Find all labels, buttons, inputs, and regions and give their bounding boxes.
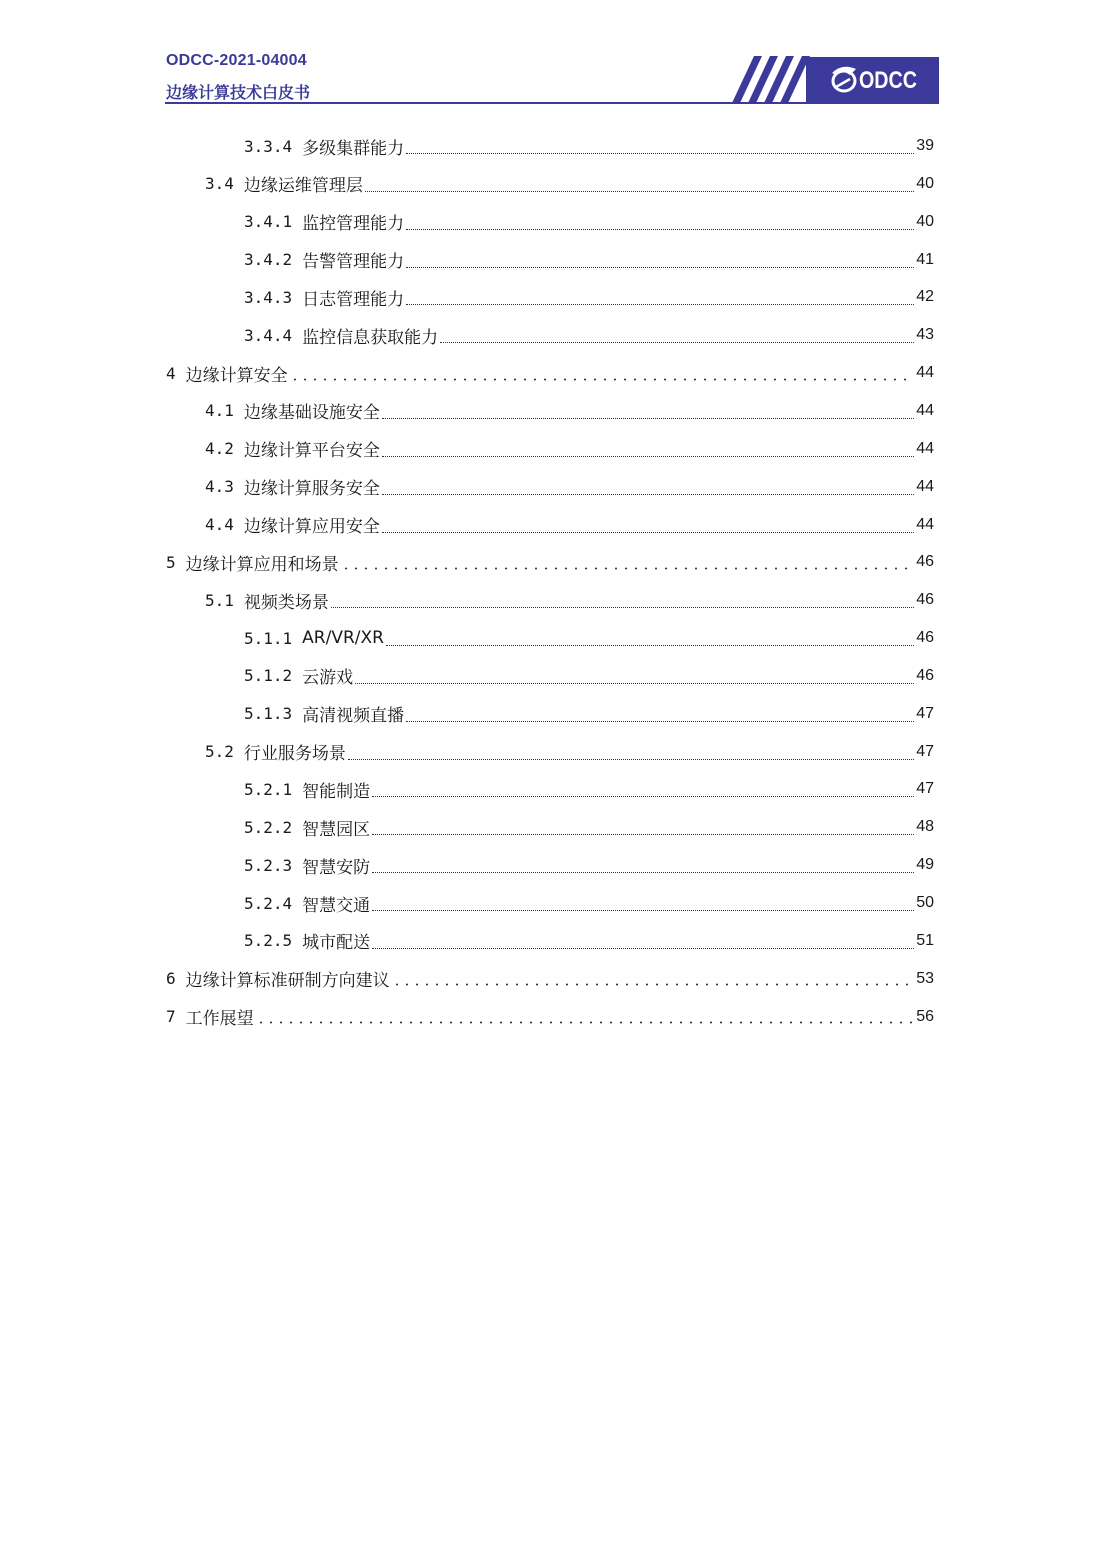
toc-entry-page-number: 48	[916, 818, 934, 836]
toc-entry-number: 5.2.1	[244, 779, 293, 799]
toc-entry-title: 智慧交通	[302, 895, 371, 916]
toc-entry-title: 行业服务场景	[243, 744, 346, 765]
toc-entry-number: 3.3.4	[244, 136, 293, 156]
toc-entry-title: 告警管理能力	[302, 252, 405, 273]
toc-entry-page-number: 41	[916, 250, 934, 268]
toc-dot-leader	[372, 833, 914, 835]
toc-entry-title: 边缘基础设施安全	[243, 403, 380, 424]
toc-entry[interactable]	[244, 884, 934, 922]
toc-entry[interactable]	[244, 695, 934, 733]
toc-entry-page-number: 39	[916, 137, 934, 154]
toc-dot-leader	[372, 947, 914, 949]
document-code: ODCC-2021-04004	[166, 52, 307, 69]
toc-entry-title: 多级集群能力	[302, 138, 405, 159]
toc-dot-leader	[331, 606, 914, 608]
toc-entry-page-number: 40	[916, 174, 934, 192]
toc-entry-number: 5.1.3	[244, 704, 293, 724]
toc-entry-page-number: 46	[916, 666, 934, 684]
toc-entry-page-number: 43	[916, 326, 934, 344]
toc-entry-number: 5.1.1	[244, 628, 293, 648]
toc-entry-number: 6	[166, 969, 176, 989]
toc-dot-leader	[341, 567, 915, 570]
toc-dot-leader	[406, 228, 914, 230]
toc-entry-page-number: 49	[916, 856, 934, 874]
toc-entry-page-number: 44	[916, 477, 934, 495]
toc-entry[interactable]	[205, 581, 934, 619]
toc-entry-page-number: 51	[916, 931, 934, 949]
toc-dot-leader	[355, 682, 914, 684]
toc-entry-page-number: 47	[916, 704, 934, 722]
toc-dot-leader	[348, 758, 914, 760]
toc-entry-number: 4.3	[205, 477, 234, 497]
toc-dot-leader	[382, 493, 914, 495]
toc-entry-page-number: 44	[916, 515, 934, 533]
toc-entry-number: 4	[166, 363, 176, 383]
toc-entry-number: 5	[166, 552, 176, 572]
toc-entry-title: 边缘计算标准研制方向建议	[185, 971, 390, 992]
toc-entry-title: 云游戏	[302, 668, 354, 689]
toc-entry-page-number: 46	[916, 629, 934, 647]
toc-entry-title: 工作展望	[185, 1009, 254, 1030]
toc-entry[interactable]	[244, 846, 934, 884]
toc-entry-number: 5.2	[205, 742, 234, 762]
toc-entry-title: 日志管理能力	[302, 289, 405, 310]
toc-entry-number: 5.1	[205, 590, 234, 610]
toc-entry-title: 智慧园区	[302, 819, 371, 840]
toc-entry-page-number: 46	[916, 553, 934, 571]
toc-entry[interactable]	[244, 922, 934, 960]
toc-entry[interactable]	[244, 316, 934, 354]
toc-entry-number: 4.1	[205, 401, 234, 421]
page-header	[0, 0, 1102, 110]
toc-entry[interactable]	[205, 506, 934, 544]
toc-entry[interactable]	[244, 770, 934, 808]
toc-entry-title: 边缘计算平台安全	[243, 441, 380, 462]
toc-entry-number: 4.2	[205, 439, 234, 459]
toc-entry-page-number: 56	[916, 1007, 934, 1025]
toc-entry-number: 7	[166, 1007, 176, 1027]
toc-entry[interactable]	[244, 657, 934, 695]
toc-dot-leader	[372, 909, 914, 911]
toc-entry[interactable]	[244, 241, 934, 279]
toc-entry[interactable]	[205, 392, 934, 430]
toc-entry-number: 4.4	[205, 515, 234, 534]
toc-entry-page-number: 44	[916, 401, 934, 419]
toc-entry-number: 5.2.2	[244, 817, 293, 837]
toc-dot-leader	[372, 871, 914, 873]
toc-entry[interactable]	[244, 808, 934, 846]
toc-dot-leader	[382, 455, 914, 457]
toc-entry-page-number: 46	[916, 591, 934, 609]
toc-entry-page-number: 47	[916, 780, 934, 798]
toc-entry-number: 3.4.3	[244, 287, 293, 307]
toc-dot-leader	[440, 341, 914, 343]
toc-dot-leader	[290, 378, 915, 381]
toc-dot-leader	[382, 417, 914, 419]
toc-entry[interactable]	[166, 960, 934, 998]
toc-entry[interactable]	[205, 430, 934, 468]
toc-entry-title: 城市配送	[302, 933, 371, 954]
toc-dot-leader	[256, 1021, 915, 1024]
toc-dot-leader	[365, 190, 914, 192]
toc-entry-page-number: 47	[916, 742, 934, 760]
toc-entry[interactable]	[166, 354, 934, 392]
toc-entry[interactable]	[205, 733, 934, 771]
toc-entry-number: 3.4	[205, 174, 234, 194]
toc-entry-title: 视频类场景	[243, 592, 329, 613]
toc-entry-title: 高清视频直播	[302, 706, 405, 727]
toc-entry-title: 边缘计算应用安全	[243, 517, 380, 537]
toc-entry-number: 5.2.5	[244, 931, 293, 951]
toc-entry-page-number: 42	[916, 288, 934, 306]
toc-dot-leader	[406, 303, 914, 305]
toc-entry-title: 监控管理能力	[302, 214, 405, 235]
toc-entry-page-number: 53	[916, 969, 934, 987]
toc-entry-number: 3.4.1	[244, 212, 293, 232]
toc-entry-number: 3.4.2	[244, 250, 293, 270]
toc-dot-leader	[372, 795, 914, 797]
toc-entry[interactable]	[244, 127, 934, 165]
toc-entry[interactable]	[244, 619, 934, 657]
toc-dot-leader	[406, 720, 914, 722]
toc-dot-leader	[386, 644, 914, 646]
toc-entry-number: 5.2.4	[244, 893, 293, 913]
toc-entry-number: 3.4.4	[244, 325, 293, 345]
toc-entry-page-number: 50	[916, 894, 934, 911]
toc-dot-leader	[382, 531, 914, 533]
toc-entry-page-number: 40	[916, 212, 934, 230]
odcc-logo	[806, 57, 939, 103]
document-title: 边缘计算技术白皮书	[166, 83, 311, 102]
toc-entry-number: 5.1.2	[244, 666, 293, 686]
toc-dot-leader	[406, 152, 914, 154]
toc-entry-page-number: 44	[916, 364, 934, 382]
header-rule	[165, 102, 939, 104]
toc-entry-page-number: 44	[916, 439, 934, 457]
toc-entry-title: 智能制造	[302, 781, 371, 802]
toc-dot-leader	[406, 266, 914, 268]
toc-entry-number: 5.2.3	[244, 855, 293, 875]
toc-dot-leader	[392, 983, 915, 986]
toc-entry[interactable]	[166, 543, 934, 581]
toc-entry[interactable]	[166, 998, 934, 1036]
toc-entry[interactable]	[205, 468, 934, 506]
toc-entry-title: 边缘计算服务安全	[243, 479, 380, 500]
toc-entry-title: 监控信息获取能力	[302, 327, 439, 348]
toc-entry-title: 边缘计算应用和场景	[185, 554, 339, 575]
toc-entry-title: 边缘计算安全	[185, 365, 288, 386]
toc-entry-title: AR/VR/XR	[302, 628, 384, 649]
logo-text: ODCC	[859, 67, 917, 94]
toc-entry-title: 智慧安防	[302, 857, 371, 878]
toc-entry-title: 边缘运维管理层	[243, 176, 363, 197]
toc-entry[interactable]	[244, 203, 934, 241]
toc-entry[interactable]	[205, 165, 934, 203]
toc-entry[interactable]	[244, 278, 934, 316]
